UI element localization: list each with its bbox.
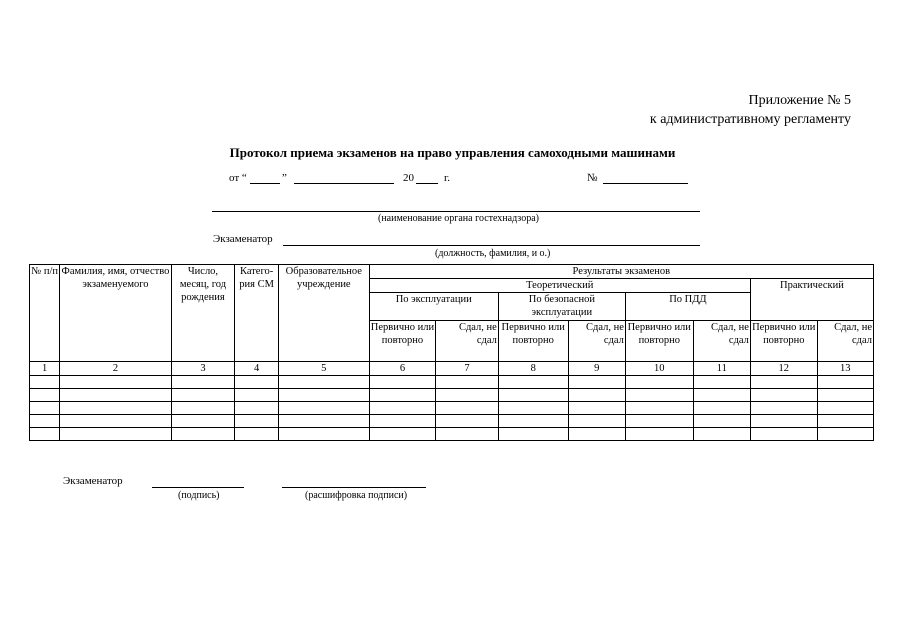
table-cell [436,415,499,428]
date-from-label: от “ [229,172,247,184]
header-pdd: По ПДД [625,293,750,321]
header-birth: Число, месяц, год рождения [171,265,235,362]
table-cell [436,402,499,415]
table-cell [750,428,817,441]
header-attempt: Первично или повторно [625,321,693,362]
table-cell [436,428,499,441]
table-cell [750,402,817,415]
column-number: 2 [60,362,171,376]
signature-blank [152,487,244,488]
table-cell [498,376,568,389]
table-cell [693,376,750,389]
table-cell [235,402,279,415]
table-cell [817,415,873,428]
table-cell [30,428,60,441]
authority-caption: (наименование органа гостехнадзора) [378,213,539,224]
table-cell [817,389,873,402]
header-passed: Сдал, не сдал [817,321,873,362]
protocol-number-blank [603,183,688,184]
table-cell [625,376,693,389]
table-cell [171,376,235,389]
examiner-caption: (должность, фамилия, и о.) [435,248,551,259]
table-cell [750,376,817,389]
table-cell [278,428,369,441]
appendix-reference: к административному регламенту [649,112,851,127]
protocol-number-label: № [587,172,598,184]
column-number: 10 [625,362,693,376]
table-cell [750,415,817,428]
header-results: Результаты экзаменов [369,265,873,279]
table-cell [278,415,369,428]
table-cell [693,415,750,428]
table-cell [436,376,499,389]
table-cell [369,389,436,402]
header-school: Образовательное учреждение [278,265,369,362]
table-cell [235,376,279,389]
table-row [30,402,874,415]
header-theory: Теоретический [369,279,750,293]
date-year-blank [416,183,438,184]
header-name: Фамилия, имя, отчество экзаменуемого [60,265,171,362]
column-number: 7 [436,362,499,376]
header-attempt: Первично или повторно [498,321,568,362]
table-cell [30,402,60,415]
header-category: Катего-рия СМ [235,265,279,362]
table-cell [750,389,817,402]
table-cell [60,389,171,402]
header-passed: Сдал, не сдал [693,321,750,362]
table-cell [568,428,625,441]
column-number: 5 [278,362,369,376]
table-cell [60,402,171,415]
column-number: 9 [568,362,625,376]
header-passed: Сдал, не сдал [436,321,499,362]
appendix-number: Приложение № 5 [748,93,851,108]
table-cell [498,428,568,441]
date-day-blank [250,183,280,184]
examiner-label: Экзаменатор [213,233,273,245]
table-cell [693,428,750,441]
signature-decode-caption: (расшифровка подписи) [305,490,408,501]
table-row [30,389,874,402]
table-cell [498,389,568,402]
table-row [30,376,874,389]
signature-decode-blank [282,487,426,488]
table-cell [60,428,171,441]
signature-caption: (подпись) [178,490,220,501]
table-cell [436,389,499,402]
table-cell [817,402,873,415]
table-cell [60,376,171,389]
table-cell [171,389,235,402]
table-cell [568,415,625,428]
table-cell [171,428,235,441]
empty-rows [30,376,874,441]
table-cell [817,376,873,389]
table-cell [171,415,235,428]
date-quote-close: ” [282,172,287,184]
table-cell [693,389,750,402]
table-cell [568,389,625,402]
column-number-row [30,362,874,376]
header-exploitation: По эксплуатации [369,293,498,321]
header-passed: Сдал, не сдал [568,321,625,362]
table-cell [369,415,436,428]
header-practical: Практический [750,279,873,321]
table-cell [235,428,279,441]
table-cell [369,402,436,415]
header-num: № п/п [30,265,60,362]
header-safe-exploitation: По безопасной эксплуатации [498,293,625,321]
table-cell [498,402,568,415]
table-cell [498,415,568,428]
column-number: 11 [693,362,750,376]
table-cell [625,389,693,402]
table-cell [60,415,171,428]
table-cell [30,389,60,402]
column-number: 12 [750,362,817,376]
table-cell [369,428,436,441]
table-row [30,428,874,441]
results-table [29,264,874,441]
header-attempt: Первично или повторно [369,321,436,362]
date-month-blank [294,183,394,184]
table-cell [30,415,60,428]
header-attempt: Первично или повторно [750,321,817,362]
table-cell [817,428,873,441]
footer-examiner-label: Экзаменатор [63,475,123,487]
date-year-suffix: г. [444,172,451,184]
column-number: 8 [498,362,568,376]
authority-blank [212,211,700,212]
table-cell [235,389,279,402]
examiner-blank [283,245,700,246]
column-number: 3 [171,362,235,376]
table-cell [30,376,60,389]
table-cell [369,376,436,389]
table-cell [235,415,279,428]
table-cell [568,402,625,415]
table-cell [278,389,369,402]
column-number: 4 [235,362,279,376]
column-number: 1 [30,362,60,376]
table-cell [171,402,235,415]
column-number: 13 [817,362,873,376]
date-year-prefix: 20 [403,172,414,184]
table-cell [278,402,369,415]
table-cell [278,376,369,389]
table-cell [625,402,693,415]
document-title: Протокол приема экзаменов на право управления самоходными машинами [229,145,676,160]
table-cell [568,376,625,389]
table-cell [625,415,693,428]
table-cell [625,428,693,441]
table-cell [693,402,750,415]
column-number: 6 [369,362,436,376]
table-row [30,415,874,428]
